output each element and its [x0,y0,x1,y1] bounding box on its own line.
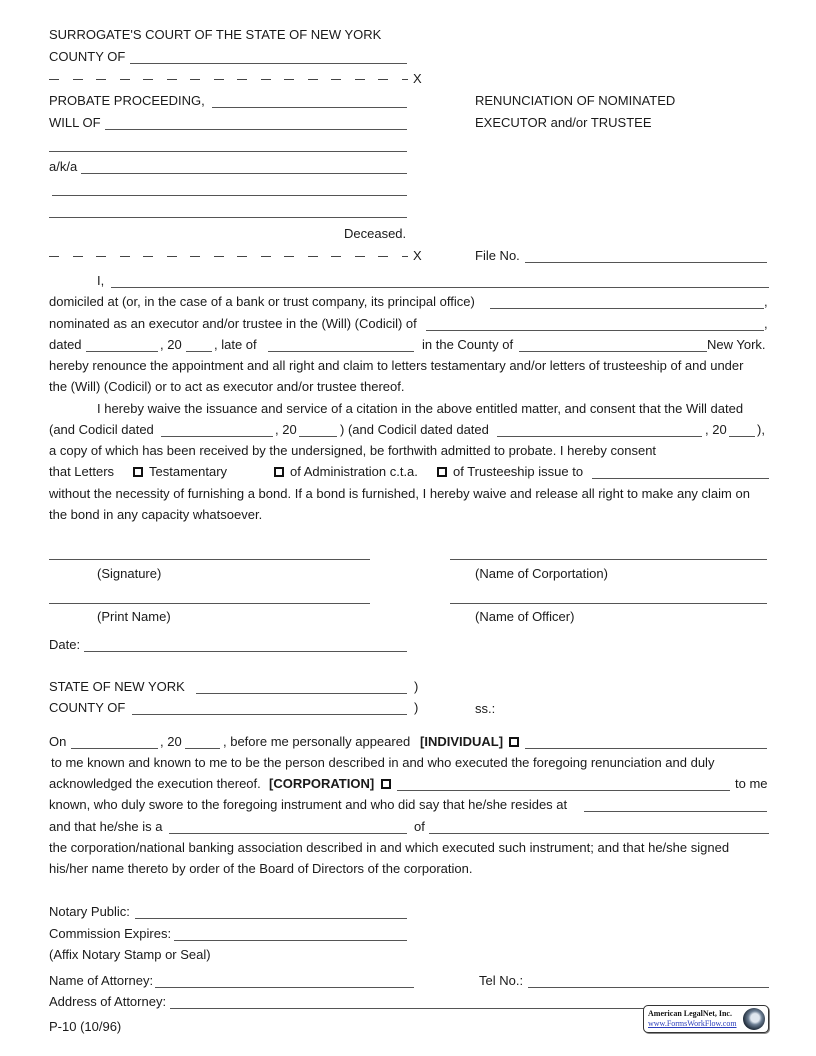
testamentary-label: Testamentary [149,464,228,479]
paren: ) [414,679,419,694]
i-label: I, [97,273,105,288]
checkbox-icon [381,779,391,789]
notary-public-label: Notary Public: [49,904,130,919]
tel-field[interactable] [528,987,769,988]
will-of-field-2[interactable] [49,151,407,152]
attorney-address-field[interactable] [170,1008,646,1009]
testamentary-checkbox[interactable] [133,464,143,480]
codicil-year-field[interactable] [299,436,337,437]
year-prefix: , 20 [275,422,297,437]
stamp-label: (Affix Notary Stamp or Seal) [49,947,211,962]
of-label: of [414,819,425,834]
comma: , [764,294,768,309]
sworn-line: known, who duly swore to the foregoing instrument and who did say that he/she resides at [49,797,568,812]
officer-name-field[interactable] [450,603,767,604]
publisher-name: American LegalNet, Inc. [648,1009,732,1018]
probate-label: PROBATE PROCEEDING, [49,93,205,108]
corporation-tag: [CORPORATION] [269,776,375,791]
probate-field[interactable] [212,107,407,108]
attorney-name-label: Name of Attorney: [49,973,154,988]
issue-to-field[interactable] [592,478,769,479]
in-county-label: in the County of [422,337,514,352]
codicil-date-field-2[interactable] [497,436,702,437]
individual-name-field[interactable] [525,748,767,749]
form-title-line1: RENUNCIATION OF NOMINATED [475,93,676,108]
trusteeship-checkbox[interactable] [437,464,447,480]
globe-icon [743,1008,765,1030]
publisher-logo [643,1005,769,1033]
attorney-name-field[interactable] [155,987,414,988]
that-is-a-text: and that he/she is a [49,819,163,834]
bond-line1: without the necessity of furnishing a bond. If a bond is furnished, I hereby waive and release all right to make any claim on [49,486,750,501]
dated-label: dated [49,337,82,352]
will-of-field[interactable] [105,129,407,130]
will-date-field[interactable] [86,351,158,352]
commission-field[interactable] [174,940,407,941]
domicile-field[interactable] [490,308,764,309]
close-paren: ), [757,422,765,437]
county-field[interactable] [130,63,407,64]
administration-label: of Administration c.t.a. [290,464,418,479]
attorney-address-label: Address of Attorney: [49,994,167,1009]
officer-label: (Name of Officer) [475,609,575,624]
county-of-residence-field[interactable] [519,351,707,352]
corporation-field[interactable] [429,833,769,834]
late-of-label: , late of [214,337,257,352]
corporation-checkbox[interactable] [381,776,391,792]
print-name-label: (Print Name) [97,609,171,624]
date-label: Date: [49,637,81,652]
file-no-label: File No. [475,248,520,263]
that-letters-label: that Letters [49,464,115,479]
ack-county-label: COUNTY OF [49,700,126,715]
caption-x-bottom: X [413,248,422,263]
appeared-text: , before me personally appeared [223,734,411,749]
tel-label: Tel No.: [479,973,524,988]
late-of-field[interactable] [268,351,414,352]
signature-field[interactable] [49,559,370,560]
will-of-label: WILL OF [49,115,101,130]
county-label: COUNTY OF [49,49,126,64]
commission-label: Commission Expires: [49,926,172,941]
ack-county-field[interactable] [132,714,407,715]
checkbox-icon [133,467,143,477]
testator-field[interactable] [426,330,764,331]
aka-field[interactable] [81,173,407,174]
ack-date-field[interactable] [71,748,158,749]
date-field[interactable] [84,651,407,652]
state-field[interactable] [196,693,407,694]
form-title-line2: EXECUTOR and/or TRUSTEE [475,115,652,130]
domiciled-text: domiciled at (or, in the case of a bank or trust company, its principal office) [49,294,475,309]
renouncer-name-field[interactable] [111,287,769,288]
renounce-line1: hereby renounce the appointment and all right and claim to letters testamentary and/or letters of trusteeship of and under [49,358,744,373]
corporation-label: (Name of Corportation) [475,566,608,581]
caption-separator-top [49,79,410,80]
administration-checkbox[interactable] [274,464,284,480]
individual-tag: [INDIVIDUAL] [420,734,504,749]
year-prefix: , 20 [705,422,727,437]
caption-separator-bottom [49,256,410,257]
court-title: SURROGATE'S COURT OF THE STATE OF NEW YORK [49,27,382,42]
codicil-dated-dated-label: ) (and Codicil dated dated [340,422,489,437]
acknowledged-text: acknowledged the execution thereof. [49,776,261,791]
comma: , [764,316,768,331]
codicil-date-field[interactable] [161,436,273,437]
caption-x-top: X [413,71,422,86]
will-year-field[interactable] [186,351,212,352]
aka-label: a/k/a [49,159,78,174]
year-prefix: , 20 [160,337,182,352]
on-label: On [49,734,67,749]
codicil-year-field-2[interactable] [729,436,755,437]
board-line: his/her name thereto by order of the Board of Directors of the corporation. [49,861,473,876]
officer-title-field[interactable] [169,833,407,834]
ack-year-field[interactable] [185,748,220,749]
publisher-link[interactable]: www.FormsWorkFlow.com [648,1019,737,1028]
corp-line: the corporation/national banking association described in and which executed such instrument; and that he/she signed [49,840,730,855]
checkbox-icon [274,467,284,477]
paren: ) [414,700,419,715]
new-york-text: New York. [707,337,766,352]
form-code: P-10 (10/96) [49,1019,122,1034]
aka-field-3[interactable] [49,217,407,218]
deceased-label: Deceased. [344,226,407,241]
corporate-officer-field[interactable] [397,790,730,791]
nominated-text: nominated as an executor and/or trustee in the (Will) (Codicil) of [49,316,417,331]
file-no-field[interactable] [525,262,767,263]
copy-line: a copy of which has been received by the undersigned, be forthwith admitted to probate. I hereby consent [49,443,657,458]
notary-public-field[interactable] [135,918,407,919]
state-label: STATE OF NEW YORK [49,679,185,694]
renounce-line2: the (Will) (Codicil) or to act as executor and/or trustee thereof. [49,379,405,394]
ss-label: ss.: [475,701,496,716]
to-me-text: to me [735,776,768,791]
print-name-field[interactable] [49,603,370,604]
codicil-dated-label: (and Codicil dated [49,422,154,437]
aka-field-2[interactable] [52,195,407,196]
year-prefix: , 20 [160,734,182,749]
individual-checkbox[interactable] [509,734,519,750]
signature-label: (Signature) [97,566,162,581]
corporation-name-field[interactable] [450,559,767,560]
residence-field[interactable] [584,811,767,812]
trusteeship-label: of Trusteeship issue to [453,464,584,479]
checkbox-icon [509,737,519,747]
known-line: to me known and known to me to be the person described in and who executed the foregoing renunciation and duly [51,755,715,770]
waive-line1: I hereby waive the issuance and service of a citation in the above entitled matter, and consent that the Will dated [97,401,744,416]
bond-line2: the bond in any capacity whatsoever. [49,507,263,522]
checkbox-icon [437,467,447,477]
